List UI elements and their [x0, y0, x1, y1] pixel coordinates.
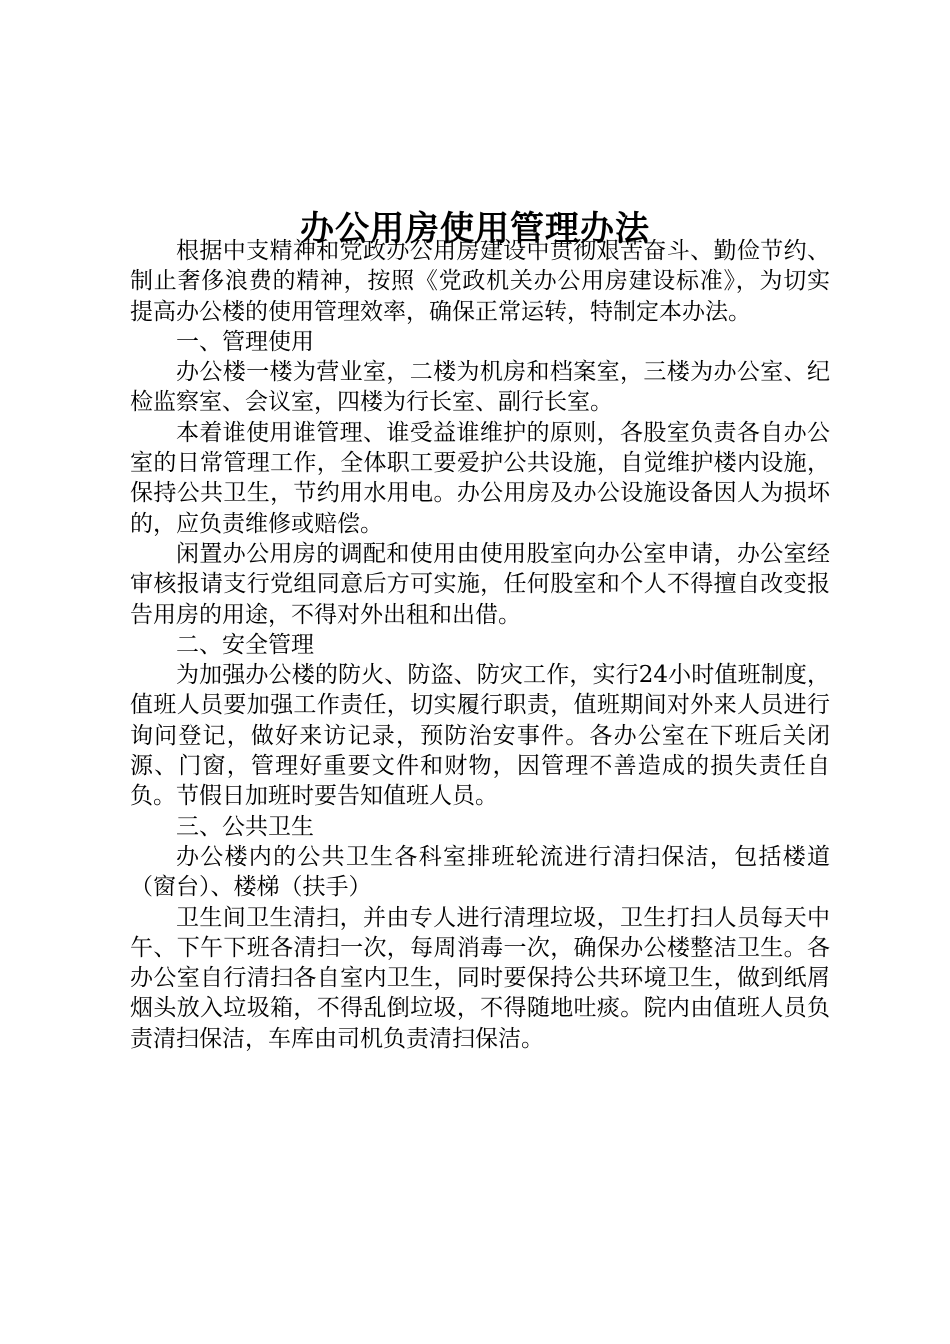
paragraph-maintenance-principle: 本着谁使用谁管理、谁受益谁维护的原则，各股室负责各自办公室的日常管理工作，全体职工要爱护公共设施，自觉维护楼内设施，保持公共卫生，节约用水用电。办公用房及办公设施设备因人为损坏的，应负责维修或赔偿。 [130, 419, 830, 537]
paragraph-restroom-cleaning: 卫生间卫生清扫，并由专人进行清理垃圾，卫生打扫人员每天中午、下午下班各清扫一次，每周消毒一次，确保办公楼整洁卫生。各办公室自行清扫各自室内卫生，同时要保持公共环境卫生，做到纸屑烟头放入垃圾箱，不得乱倒垃圾，不得随地吐痰。院内由值班人员负责清扫保洁，车库由司机负责清扫保洁。 [130, 904, 830, 1052]
paragraph-intro: 根据中支精神和党政办公用房建设中贯彻艰苦奋斗、勤俭节约、制止奢侈浪费的精神，按照《党政机关办公用房建设标准》，为切实提高办公楼的使用管理效率，确保正常运转，特制定本办法。 [130, 238, 830, 325]
paragraph-idle-rooms: 闲置办公用房的调配和使用由使用股室向办公室申请，办公室经审核报请支行党组同意后方可实施，任何股室和个人不得擅自改变报告用房的用途，不得对外出租和出借。 [130, 540, 830, 628]
section-heading-hygiene: 三、公共卫生 [176, 813, 314, 840]
document-body [130, 236, 830, 1054]
paragraph-floor-allocation: 办公楼一楼为营业室，二楼为机房和档案室，三楼为办公室、纪检监察室、会议室，四楼为行长室、副行长室。 [130, 359, 830, 416]
section-heading-management-use: 一、管理使用 [176, 328, 314, 355]
document-title: 办公用房使用管理办法 [300, 208, 650, 249]
paragraph-safety-duty: 为加强办公楼的防火、防盗、防灾工作，实行24小时值班制度，值班人员要加强工作责任，切实履行职责，值班期间对外来人员进行询问登记，做好来访记录，预防治安事件。各办公室在下班后关闭源、门窗，管理好重要文件和财物，因管理不善造成的损失责任自负。节假日加班时要告知值班人员。 [130, 662, 830, 810]
section-heading-safety: 二、安全管理 [176, 631, 314, 658]
paragraph-hygiene-rota: 办公楼内的公共卫生各科室排班轮流进行清扫保洁，包括楼道（窗台）、楼梯（扶手） [130, 843, 830, 901]
